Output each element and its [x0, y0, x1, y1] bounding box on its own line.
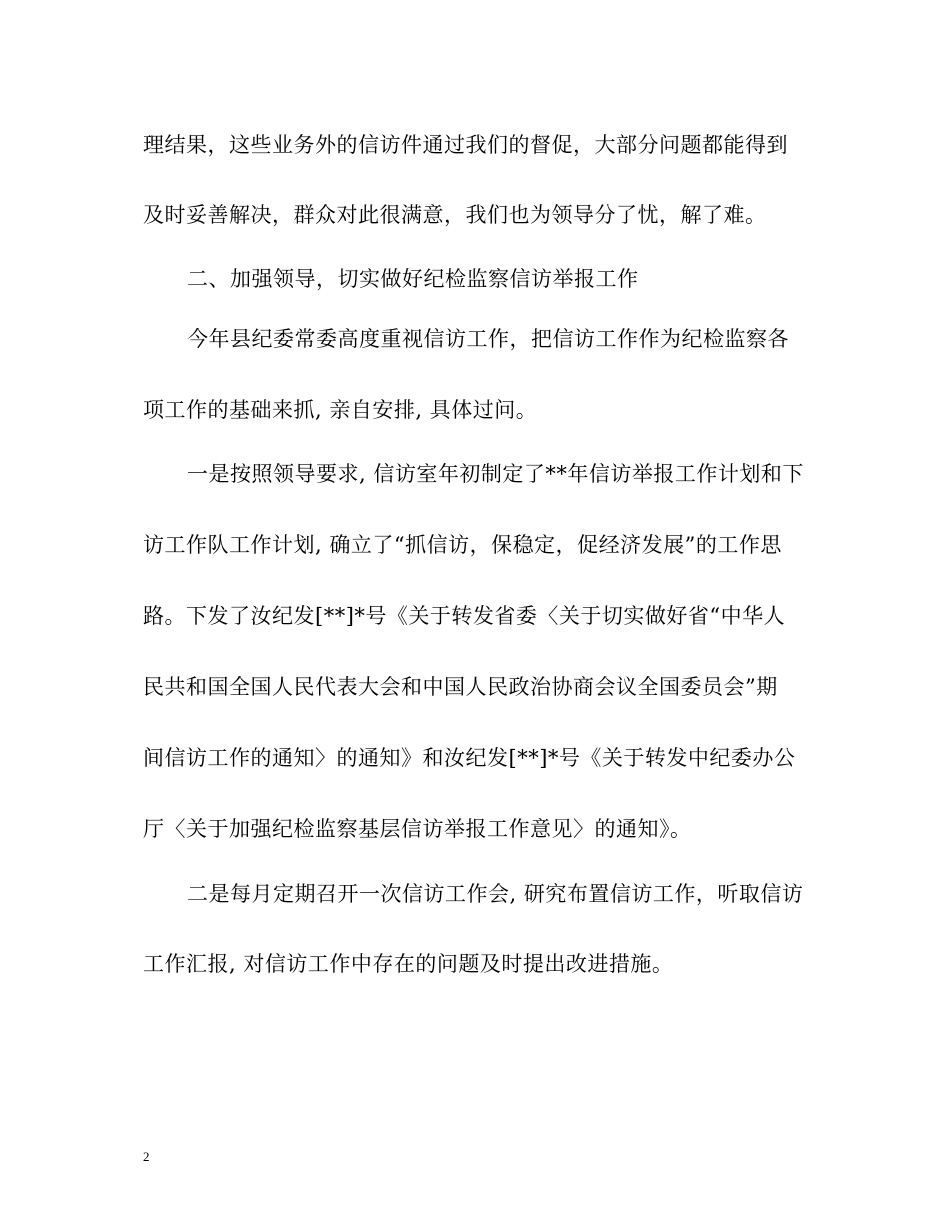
body-text-line: 路。下发了汝纪发[**]*号《关于转发省委〈关于切实做好省“中华人 [143, 604, 786, 628]
body-text-line: 民共和国全国人民代表大会和中国人民政治协商会议全国委员会”期 [143, 675, 778, 699]
section-heading: 二、加强领导，切实做好纪检监察信访举报工作 [187, 267, 639, 291]
body-text-line: 一是按照领导要求, 信访室年初制定了**年信访举报工作计划和下 [187, 462, 804, 486]
body-text-line: 二是每月定期召开一次信访工作会, 研究布置信访工作，听取信访 [187, 882, 804, 906]
body-text-line: 理结果，这些业务外的信访件通过我们的督促，大部分问题都能得到 [143, 133, 788, 157]
body-text-line: 及时妥善解决，群众对此很满意，我们也为领导分了忧，解了难。 [143, 203, 767, 227]
body-text-line: 项工作的基础来抓, 亲自安排, 具体过问。 [143, 398, 538, 422]
body-text-line: 间信访工作的通知〉的通知》和汝纪发[**]*号《关于转发中纪委办公 [143, 746, 796, 770]
body-text-line: 厅〈关于加强纪检监察基层信访举报工作意见〉的通知》。 [143, 817, 692, 841]
body-text-line: 工作汇报, 对信访工作中存在的问题及时提出改进措施。 [143, 952, 674, 976]
page-number: 2 [143, 1149, 150, 1164]
body-text-line: 访工作队工作计划, 确立了“抓信访，保稳定，促经济发展”的工作思 [143, 533, 782, 557]
body-text-line: 今年县纪委常委高度重视信访工作，把信访工作作为纪检监察各 [187, 327, 789, 351]
